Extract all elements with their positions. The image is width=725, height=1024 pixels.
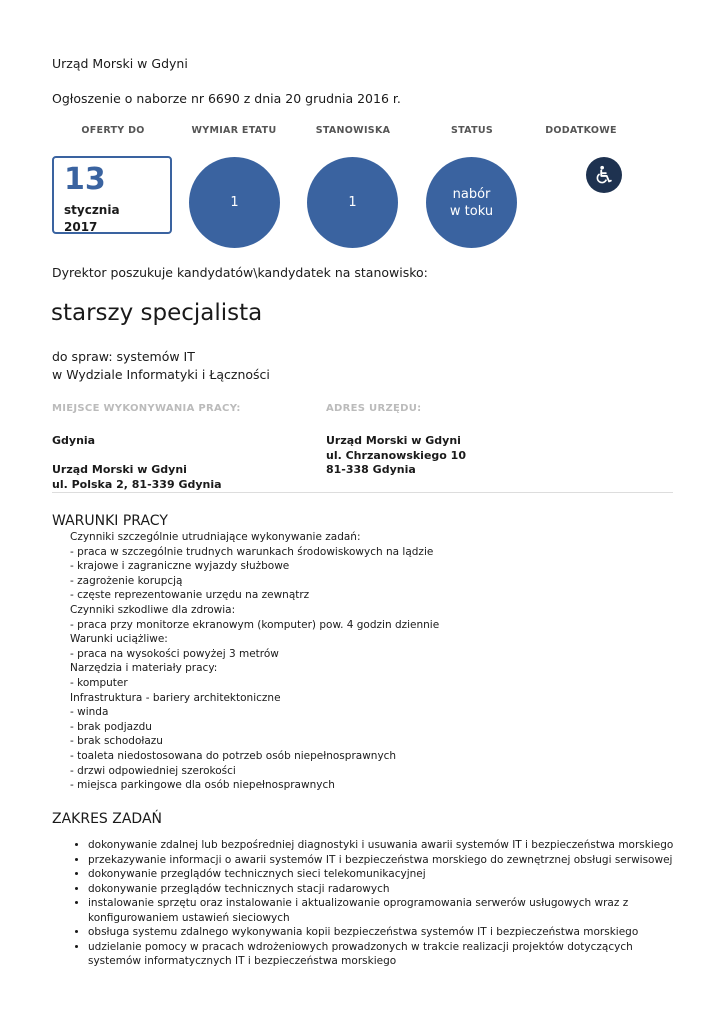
intro-text: Dyrektor poszukuje kandydatów\kandydatek na stanowisko: [52,265,428,280]
positions-circle [307,157,398,248]
positions-value: 1 [348,195,357,210]
conditions-list [70,530,439,793]
label-etat: WYMIAR ETATU [191,125,277,136]
conditions-heading: WARUNKI PRACY [52,513,168,529]
deadline-day: 13 [64,162,106,197]
conditions-line: Infrastruktura - bariery architektoniczne [70,691,281,704]
deadline-month: stycznia [64,203,120,217]
conditions-line: Narzędzia i materiały pracy: [70,662,218,675]
label-deadline: OFERTY DO [81,125,145,136]
etat-value: 1 [230,195,239,210]
conditions-line: - winda [70,706,109,719]
conditions-line: - komputer [70,676,128,689]
position-line2: w Wydziale Informatyki i Łączności [52,367,270,382]
label-positions: STANOWISKA [315,125,391,136]
label-extra: DODATKOWE [545,125,617,136]
conditions-line: - drzwi odpowiedniej szerokości [70,764,236,777]
address-label: ADRES URZĘDU: [326,403,422,414]
conditions-line: - praca w szczególnie trudnych warunkach środowiskowych na lądzie [70,545,434,558]
conditions-line: - krajowe i zagraniczne wyjazdy służbowe [70,560,290,573]
conditions-line: - praca przy monitorze ekranowym (komputer) pow. 4 godzin dziennie [70,618,440,631]
task-item: • udzielanie pomocy w pracach wdrożeniowych prowadzonych w trakcie realizacji projektów dotyczących systemów informatycznych IT i bezpieczeństwa morskiego [88,940,678,969]
conditions-line: Czynniki szczególnie utrudniające wykonywanie zadań: [70,531,361,543]
task-item: • dokonywanie przeglądów technicznych stacji radarowych [88,882,678,897]
conditions-line: - brak schodołazu [70,735,163,748]
conditions-line: - częste reprezentowanie urzędu na zewnątrz [70,589,310,602]
conditions-line: - praca na wysokości powyżej 3 metrów [70,647,279,660]
task-item: • dokonywanie zdalnej lub bezpośredniej diagnostyki i usuwania awarii systemów IT i bezpieczeństwa morskiego [88,838,678,853]
address-name: Urząd Morski w Gdyni [326,434,461,447]
conditions-line: Czynniki szkodliwe dla zdrowia: [70,603,236,616]
deadline-year: 2017 [64,220,98,234]
place-address: ul. Polska 2, 81-339 Gdynia [52,478,222,491]
label-status: STATUS [450,125,494,136]
task-item: • instalowanie sprzętu oraz instalowanie i aktualizowanie oprogramowania serwerów usługowych wraz z konfigurowaniem ustawień sieciowych [88,896,678,925]
conditions-line: - brak podjazdu [70,720,152,733]
address-city: 81-338 Gdynia [326,463,416,476]
position-title: starszy specjalista [51,300,263,326]
task-item: • obsługa systemu zdalnego wykonywania kopii bezpieczeństwa systemów IT i bezpieczeństwa morskiego [88,925,678,940]
tasks-list [74,838,678,969]
task-item: • dokonywanie przeglądów technicznych sieci telekomunikacyjnej [88,867,678,882]
office-name: Urząd Morski w Gdyni [52,56,188,71]
place-label: MIEJSCE WYKONYWANIA PRACY: [52,403,241,414]
address-street: ul. Chrzanowskiego 10 [326,449,466,462]
conditions-line: - toaleta niedostosowana do potrzeb osób niepełnosprawnych [70,749,397,762]
conditions-line: Warunki uciążliwe: [70,633,168,646]
status-circle [426,157,517,248]
status-line1: nabór [452,186,491,202]
deadline-box [52,156,172,234]
divider [52,492,673,493]
position-line1: do spraw: systemów IT [52,349,195,364]
place-city: Gdynia [52,434,96,447]
tasks-heading: ZAKRES ZADAŃ [52,811,163,827]
etat-circle [189,157,280,248]
conditions-line: - zagrożenie korupcją [70,574,183,587]
place-name: Urząd Morski w Gdyni [52,463,187,476]
wheelchair-icon [586,157,622,193]
task-item: • przekazywanie informacji o awarii systemów IT i bezpieczeństwa morskiego do zewnętrznej obsługi serwisowej [88,853,678,868]
announcement-title: Ogłoszenie o naborze nr 6690 z dnia 20 grudnia 2016 r. [52,91,401,106]
conditions-line: - miejsca parkingowe dla osób niepełnosprawnych [70,779,335,792]
status-line2: w toku [449,203,494,219]
